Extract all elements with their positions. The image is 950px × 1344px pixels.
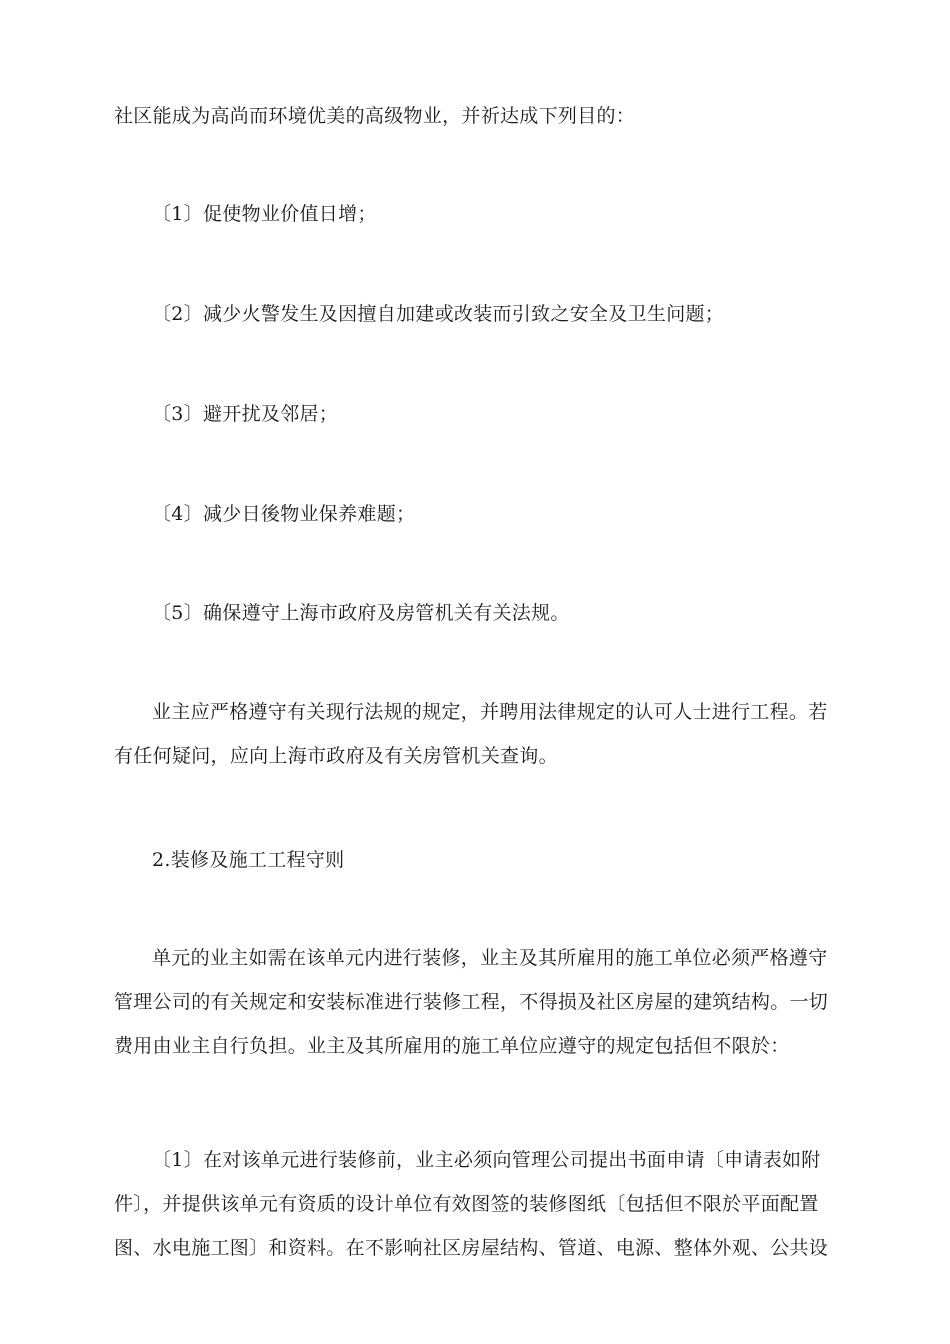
- rule-1-paragraph: 〔1〕在对该单元进行装修前，业主必须向管理公司提出书面申请〔申请表如附件〕，并提供该单元有资质的设计单位有效图签的装修图纸〔包括但不限於平面配置图、水电施工图〕和资料。在不影响社区房屋结构、管道、电源、整体外观、公共设: [114, 1149, 829, 1259]
- goal-item-3: 〔3〕避开扰及邻居；: [152, 403, 339, 425]
- section-heading: 2.装修及施工工程守则: [152, 849, 345, 871]
- section-paragraph: 单元的业主如需在该单元内进行装修，业主及其所雇用的施工单位必须严格遵守管理公司的有关规定和安装标准进行装修工程，不得损及社区房屋的建筑结构。一切费用由业主自行负担。业主及其所雇用的施工单位应遵守的规定包括但不限於：: [114, 947, 829, 1057]
- goal-item-1: 〔1〕促使物业价值日增；: [152, 203, 377, 225]
- goal-item-4: 〔4〕减少日後物业保养难题；: [152, 503, 416, 525]
- compliance-paragraph: 业主应严格遵守有关现行法规的规定，并聘用法律规定的认可人士进行工程。若有任何疑问，应向上海市政府及有关房管机关查询。: [114, 701, 828, 767]
- intro-line: 社区能成为高尚而环境优美的高级物业，并祈达成下列目的：: [114, 105, 636, 127]
- goal-item-2: 〔2〕减少火警发生及因擅自加建或改装而引致之安全及卫生问题；: [152, 303, 725, 325]
- goal-item-5: 〔5〕确保遵守上海市政府及房管机关有关法规。: [152, 602, 570, 624]
